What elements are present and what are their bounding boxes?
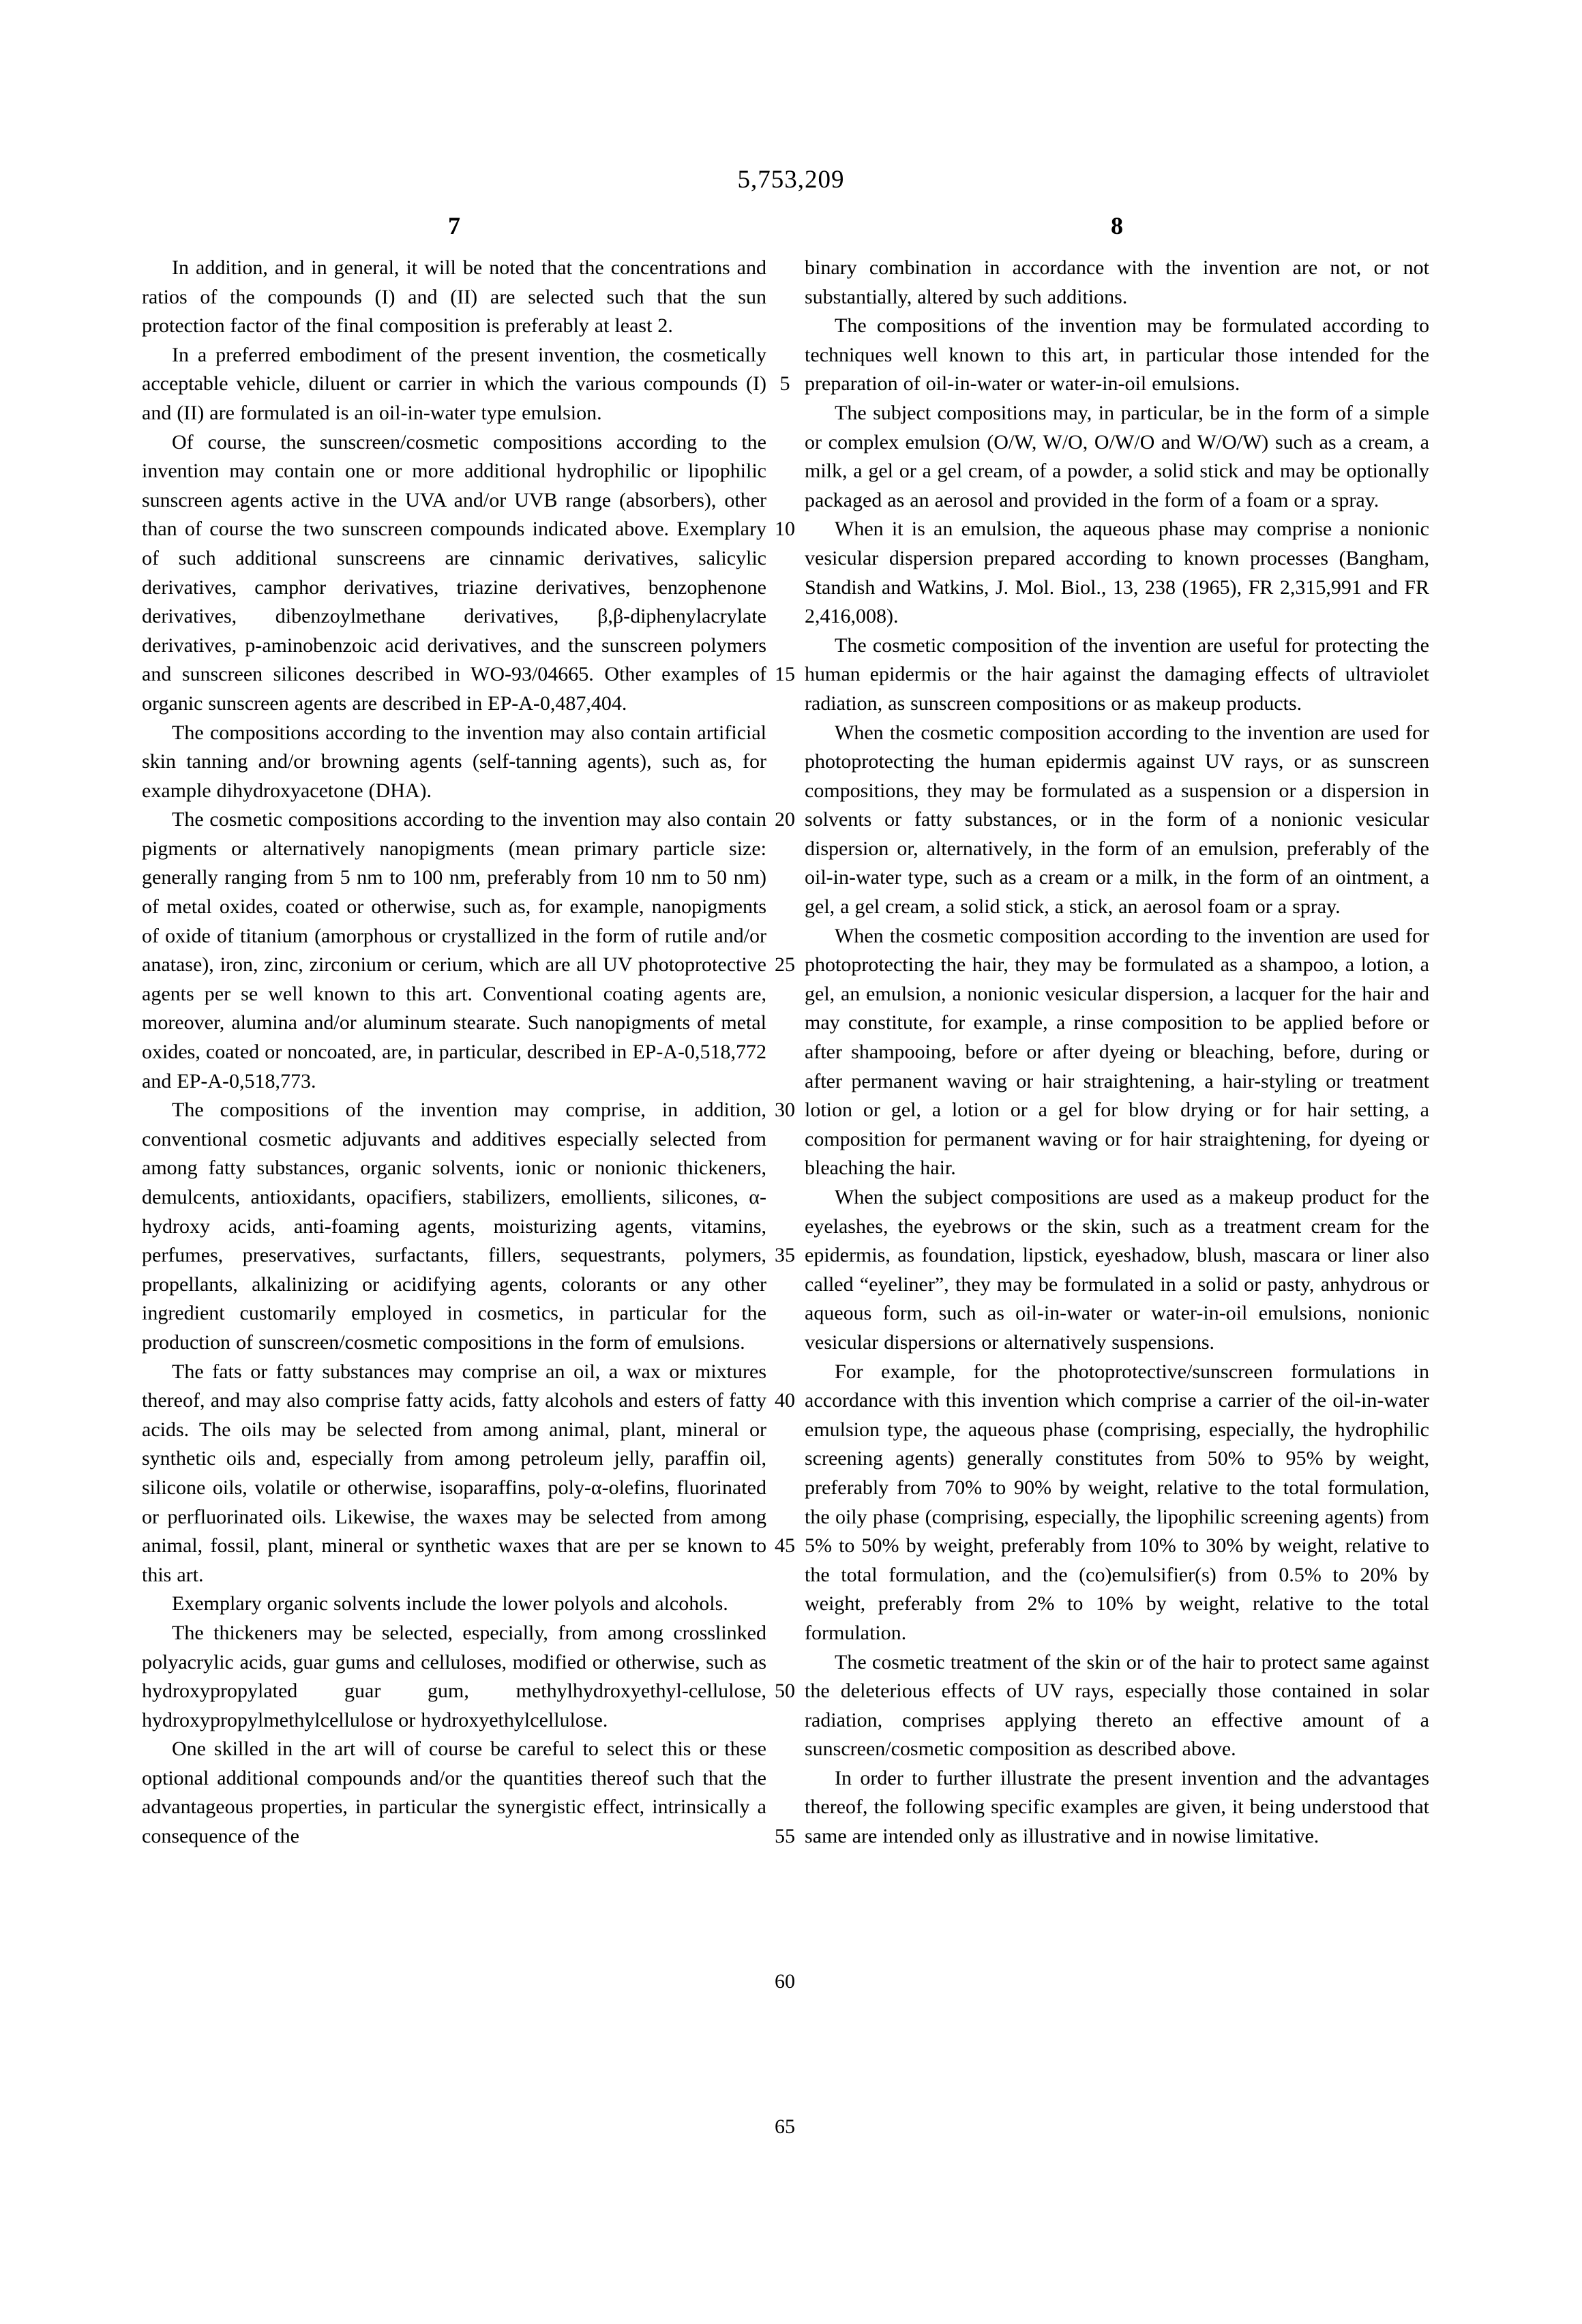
paragraph: The cosmetic composition of the invention are useful for protecting the human epidermis or the hair against the damaging effects of ultraviolet radiation, as sunscreen compositions or as makeup products. [805, 634, 1429, 715]
line-number: 40 [775, 1389, 795, 1412]
paragraph: When the cosmetic composition according to the invention are used for photoprotecting the hair, they may be formulated as a shampoo, a lotion, a gel, an emulsion, a nonionic vesicular dispersion, a lacquer for the hair and may constitute, for example, a rinse composition to be applied before or after shampooing, before or after dyeing or bleaching, before, during or after permanent waving or hair straightening, a hair-styling or treatment lotion or gel, a lotion or a gel for blow drying or for hair setting, a composition for permanent waving or for hair straightening, for dyeing or bleaching the hair. [805, 924, 1429, 1180]
paragraph: The compositions of the invention may be formulated according to techniques well known to this art, in particular those intended for the preparation of oil-in-water or water-in-oil emulsions. [805, 314, 1429, 396]
paragraph: The compositions of the invention may comprise, in addition, conventional cosmetic adjuvants and additives especially selected from among fatty substances, organic solvents, ionic or nonionic thickeners, demulcents, antioxidants, opacifiers, stabilizers, emollients, silicones, α-hydroxy acids, anti-foaming agents, moisturizing agents, vitamins, perfumes, preservatives, surfactants, fillers, sequestrants, polymers, propellants, alkalinizing or acidifying agents, colorants or any other ingredient customarily employed in cosmetics, in particular for the production of sunscreen/cosmetic compositions in the form of emulsions. [142, 1099, 766, 1354]
line-number-slot [765, 980, 805, 1125]
paragraph: The subject compositions may, in particular, be in the form of a simple or complex emulsion (O/W, W/O, O/W/O and W/O/W) such as a cream, a milk, a gel or a gel cream, of a powder, a solid stick and may be optionally packaged as an aerosol and provided in the form of a foam or a spray. [805, 401, 1429, 511]
line-number-slot [765, 1270, 805, 1416]
paragraph: The cosmetic compositions according to the invention may also contain pigments or alternatively nanopigments (mean primary particle size: generally ranging from 5 nm to 100 nm, preferably from 10 nm to 50 nm) of metal oxides, coated or otherwise, such as, for example, nanopigments of oxide of titanium (amorphous or crystallized in the form of rutile and/or anatase), iron, zinc, zirconium or cerium, which are all UV photoprotective agents per se well known to this art. Conventional coating agents are, moreover, alumina and/or aluminum stearate. Such nanopigments of metal oxides, coated or noncoated, are, in particular, described in EP-A-0,518,772 and EP-A-0,518,773. [142, 808, 766, 1092]
line-number-slot [765, 1561, 805, 1706]
column-number-right: 8 [1111, 212, 1123, 239]
paragraph: The thickeners may be selected, especially, from among crosslinked polyacrylic acids, guar gums and celluloses, modified or otherwise, such as hydroxypropylated guar gum, methylhydroxyethyl-cellulose, hydroxypropylmethylcellulose or hydroxyethylcellulose. [142, 1621, 766, 1731]
paragraph: In addition, and in general, it will be noted that the concentrations and ratios of the compounds (I) and (II) are selected such that the sun protection factor of the final composition is preferably at least 2. [142, 256, 766, 338]
paragraph: In order to further illustrate the present invention and the advantages thereof, the following specific examples are given, it being understood that same are intended only as illustrative and in nowise limitative. [805, 1766, 1429, 1848]
paragraph: For example, for the photoprotective/sunscreen formulations in accordance with this invention which comprise a carrier of the oil-in-water emulsion type, the aqueous phase (comprising, especially, the hydrophilic screening agents) generally constitutes from 50% to 95% by weight, preferably from 70% to 90% by weight, relative to the total formulation, the oily phase (comprising, especially, the lipophilic screening agents) from 5% to 50% by weight, preferably from 10% to 30% by weight, relative to the total formulation, and the (co)emulsifier(s) from 0.5% to 20% by weight, preferably from 2% to 10% by weight, relative to the total formulation. [805, 1360, 1429, 1644]
paragraph: The compositions according to the invention may also contain artificial skin tanning and/or browning agents (self-tanning agents), such as, for example dihydroxyacetone (DHA). [142, 721, 766, 802]
paragraph: When the cosmetic composition according to the invention are used for photoprotecting the human epidermis against UV rays, or as sunscreen compositions, they may be formulated as a suspension or a dispersion in solvents or fatty substances, or in the form of a nonionic vesicular dispersion or, alternatively, in the form of an emulsion, preferably of the oil-in-water type, such as a cream or a milk, in the form of an ointment, a gel, a gel cream, a solid stick, a stick, an aerosol foam or a spray. [805, 721, 1429, 919]
paragraph: When it is an emulsion, the aqueous phase may comprise a nonionic vesicular dispersion prepared according to known processes (Bangham, Standish and Watkins, J. Mol. Biol., 13, 238 (1965), FR 2,315,991 and FR 2,416,008). [805, 518, 1429, 628]
line-number-slot [765, 689, 805, 835]
line-number-slot [765, 1125, 805, 1270]
paragraph: Of course, the sunscreen/cosmetic compositions according to the invention may contain one or more additional hydrophilic or lipophilic sunscreen agents active in the UVA and/or UVB range (absorbers), other than of course the two sunscreen compounds indicated above. Exemplary of such additional sunscreens are cinnamic derivatives, salicylic derivatives, camphor derivatives, triazine derivatives, benzophenone derivatives, dibenzoylmethane derivatives, β,β-diphenylacrylate derivatives, p-aminobenzoic acid derivatives, and the sunscreen polymers and sunscreen silicones described in WO-93/04665. Other examples of organic sunscreen agents are described in EP-A-0,487,404. [142, 430, 766, 715]
line-number: 15 [775, 663, 795, 686]
line-number: 55 [775, 1825, 795, 1848]
paragraph: Exemplary organic solvents include the lower polyols and alcohols. [172, 1592, 728, 1615]
line-number-slot [765, 1416, 805, 1561]
line-number: 20 [775, 808, 795, 831]
line-number: 45 [775, 1534, 795, 1558]
paragraph: In a preferred embodiment of the present invention, the cosmetically acceptable vehicle, diluent or carrier in which the various compounds (I) and (II) are formulated is an oil-in-water type emulsion. [142, 343, 766, 424]
line-number: 10 [775, 518, 795, 541]
line-number: 30 [775, 1099, 795, 1122]
paragraph: When the subject compositions are used as a makeup product for the eyelashes, the eyebrows or the skin, such as a treatment cream for the epidermis, as foundation, lipstick, eyeshadow, blush, mascara or liner also called “eyeliner”, they may be formulated in a solid or pasty, anhydrous or aqueous form, such as oil-in-water or water-in-oil emulsions, nonionic vesicular dispersions or alternatively suspensions. [805, 1186, 1429, 1354]
line-number-slot [765, 254, 805, 399]
right-column-text [805, 254, 1429, 1851]
line-number-slot [765, 544, 805, 689]
paragraph: The cosmetic treatment of the skin or of the hair to protect same against the deleterious effects of UV rays, especially those contained in solar radiation, comprises applying thereto an effective amount of a sunscreen/cosmetic composition as described above. [805, 1650, 1429, 1761]
line-number: 35 [775, 1244, 795, 1267]
line-number-slot [765, 1997, 805, 2142]
line-number: 5 [779, 372, 790, 396]
line-number: 65 [775, 2115, 795, 2139]
line-number: 25 [775, 953, 795, 977]
paragraph: binary combination in accordance with the invention are not, or not substantially, altered by such additions. [805, 256, 1429, 308]
line-number-gutter [765, 254, 805, 2142]
patent-number: 5,753,209 [737, 166, 845, 194]
line-number-slot [765, 835, 805, 980]
line-number-slot [765, 399, 805, 544]
line-number: 50 [775, 1680, 795, 1703]
column-number-left: 7 [448, 212, 460, 239]
left-column-text [142, 254, 766, 1851]
paragraph: One skilled in the art will of course be careful to select this or these optional additional compounds and/or the quantities thereof such that the advantageous properties, in particular the synergistic effect, intrinsically a consequence of the [142, 1738, 766, 1848]
line-number: 60 [775, 1970, 795, 1993]
paragraph: The fats or fatty substances may comprise an oil, a wax or mixtures thereof, and may also comprise fatty acids, fatty alcohols and esters of fatty acids. The oils may be selected from among animal, plant, mineral or synthetic oils and, especially from among petroleum jelly, paraffin oil, silicone oils, volatile or otherwise, isoparaffins, poly-α-olefins, fluorinated or perfluorinated oils. Likewise, the waxes may be selected from among animal, fossil, plant, mineral or synthetic waxes that are per se known to this art. [142, 1360, 766, 1586]
line-number-slot [765, 1851, 805, 1997]
line-number-slot [765, 1706, 805, 1851]
